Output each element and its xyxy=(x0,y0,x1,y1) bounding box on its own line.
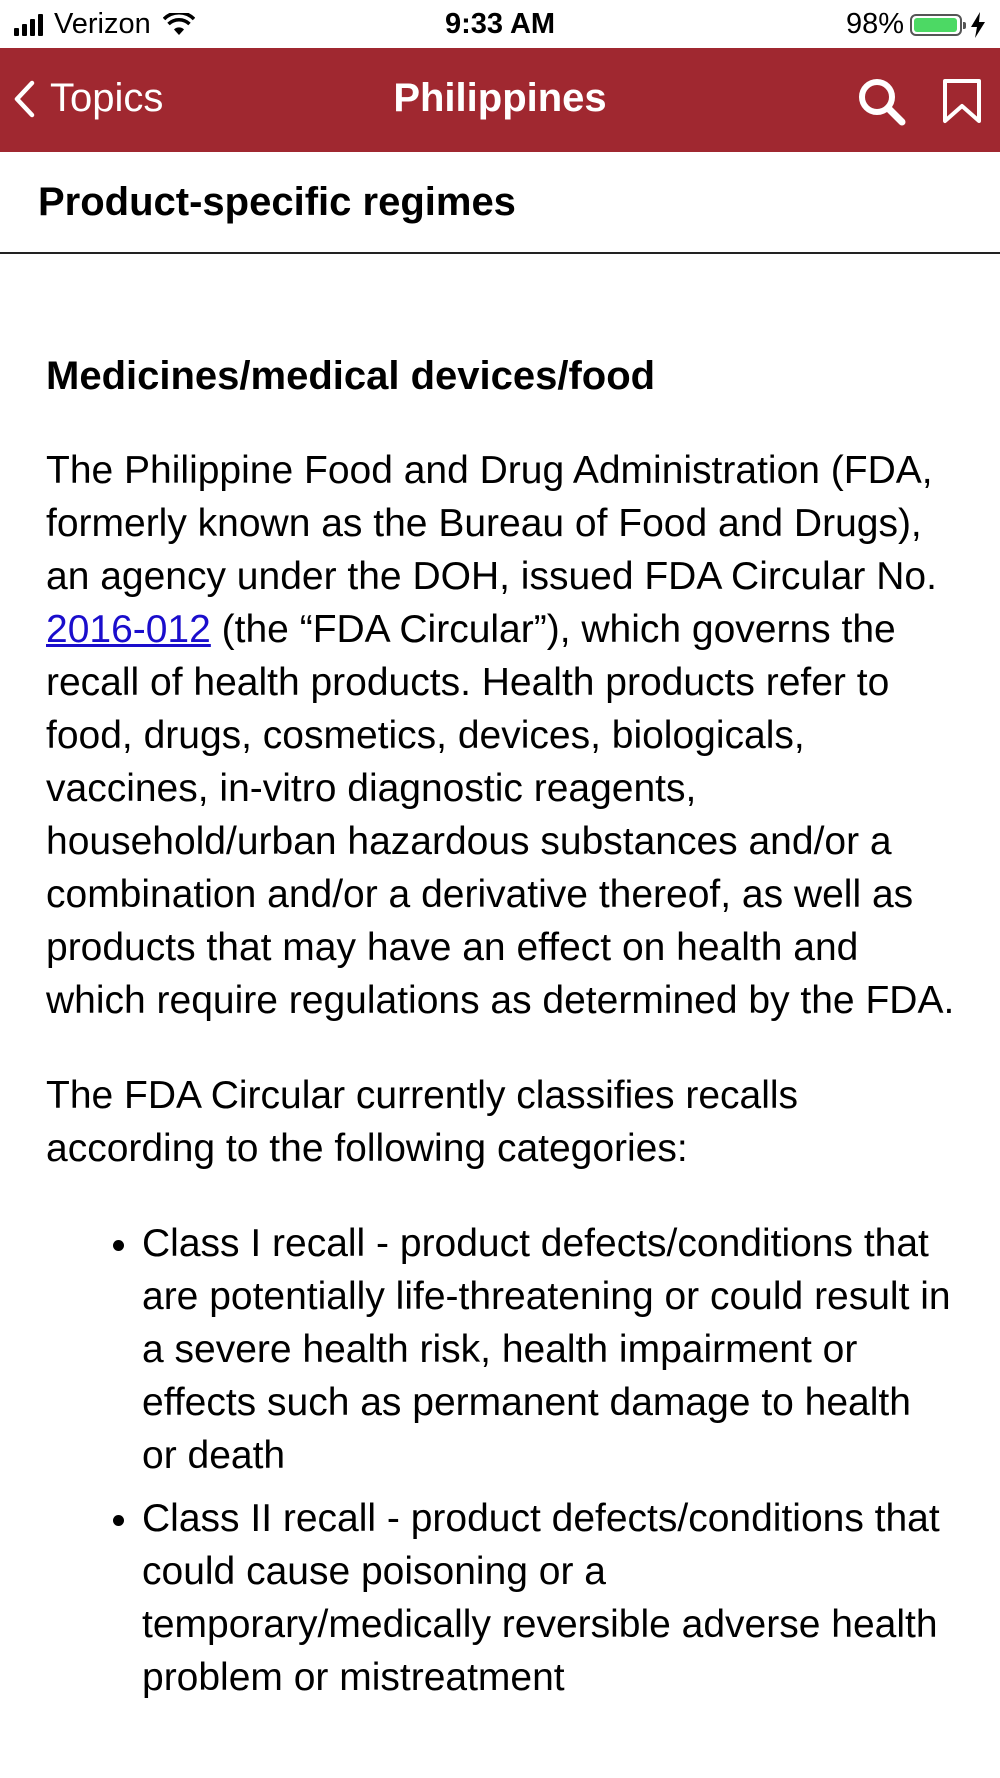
battery-fill xyxy=(914,18,957,32)
bookmark-icon xyxy=(942,78,982,124)
section-title: Product-specific regimes xyxy=(38,180,516,224)
battery-icon xyxy=(910,14,962,36)
chevron-left-icon xyxy=(12,80,36,118)
article-content xyxy=(46,350,956,1714)
status-bar xyxy=(0,0,1000,48)
article-heading: Medicines/medical devices/food xyxy=(46,354,656,398)
list-item: • Class I recall - product defects/conditions that are potentially life-threatening or could result in a severe health risk, health impairment or effects such as permanent damage to health or death xyxy=(142,1217,956,1482)
recall-class-list xyxy=(46,1217,956,1704)
search-button[interactable] xyxy=(856,76,906,126)
navigation-bar xyxy=(0,48,1000,152)
circular-link[interactable]: 2016-012 xyxy=(46,608,211,651)
battery-percent: 98% xyxy=(845,8,904,40)
status-right xyxy=(846,8,986,41)
search-icon xyxy=(856,76,906,126)
paragraph-text: The Philippine Food and Drug Administration (FDA, formerly known as the Bureau of Food and Drugs), an agency under the DOH, issued FDA Circular No. xyxy=(46,449,937,598)
back-button[interactable] xyxy=(12,76,163,121)
bookmark-button[interactable] xyxy=(942,78,982,124)
section-header xyxy=(0,152,1000,254)
list-item: • Class II recall - product defects/conditions that could cause poisoning or a temporary/medically reversible adverse health problem or mistreatment xyxy=(142,1492,956,1704)
article-paragraph-1 xyxy=(46,444,956,1027)
article-paragraph-2: The FDA Circular currently classifies recalls according to the following categories: xyxy=(46,1074,799,1170)
carrier-label: Verizon xyxy=(54,8,151,40)
paragraph-text: (the “FDA Circular”), which governs the recall of health products. Health products refer to food, drugs, cosmetics, devices, biologicals, vaccines, in-vitro diagnostic reagents, household/urban hazardous substances and/or a combination and/or a derivative thereof, as well as products that may have an effect on health and which require regulations as determined by the FDA. xyxy=(46,608,955,1022)
page-title: Philippines xyxy=(393,76,607,120)
status-time: 9:33 AM xyxy=(444,8,556,40)
charging-bolt-icon xyxy=(970,12,986,38)
back-button-label: Topics xyxy=(50,76,164,120)
nav-actions xyxy=(820,76,982,126)
